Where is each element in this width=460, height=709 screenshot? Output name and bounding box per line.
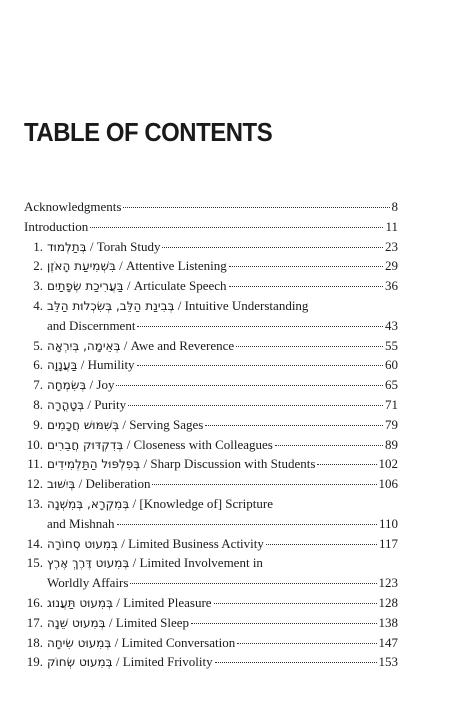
entry-separator: / <box>77 357 88 373</box>
entry-page: 11 <box>385 218 398 234</box>
entry-number: 10. <box>26 436 43 452</box>
entry-english: [Knowledge of] Scripture <box>139 495 273 511</box>
entry-number: 2. <box>33 258 43 274</box>
entry-line <box>24 454 398 474</box>
entry-line <box>24 276 398 296</box>
entry-page: 8 <box>391 199 398 214</box>
entry-hebrew: בְּיִשּׁוּב <box>47 477 76 492</box>
entry-line <box>24 474 398 494</box>
entry-english: Intuitive Understanding <box>184 297 309 313</box>
entry-line <box>24 296 398 316</box>
dot-leader <box>266 544 377 545</box>
entry-separator: / <box>117 535 129 551</box>
entry-page: 36 <box>385 278 398 294</box>
dot-leader <box>236 346 383 347</box>
dot-leader <box>275 445 383 446</box>
entry-separator: / <box>111 634 122 650</box>
entry-english: Limited Frivolity <box>122 654 213 670</box>
entry-hebrew: בְּמִעוּט סְחוֹרָה <box>47 536 118 551</box>
entry-line <box>24 415 398 435</box>
dot-leader <box>137 365 383 366</box>
dot-leader <box>116 385 383 386</box>
toc-entry-acknowledgments[interactable] <box>24 197 398 217</box>
dot-leader <box>128 405 383 406</box>
entry-number: 14. <box>26 535 43 551</box>
entry-line <box>24 336 398 356</box>
toc-entry[interactable] <box>24 633 398 653</box>
entry-line <box>24 256 398 276</box>
entry-line <box>24 553 398 573</box>
entry-english: Joy <box>96 377 115 393</box>
entry-separator: / <box>129 555 140 571</box>
entry-english-cont: Worldly Affairs <box>47 575 129 591</box>
entry-number: 16. <box>26 594 43 610</box>
entry-hebrew: בְּמִעוּט דֶּרֶךְ אֶרֶץ <box>47 556 130 571</box>
entry-line <box>24 613 398 633</box>
table-of-contents <box>24 197 398 672</box>
entry-page: 102 <box>378 456 398 472</box>
entry-hebrew: בַּעֲנָוָה <box>47 358 78 373</box>
entry-english: Deliberation <box>85 476 151 492</box>
entry-english: Limited Business Activity <box>128 535 264 551</box>
entry-hebrew: בְּמִעוּט שִׂיחָה <box>47 635 112 650</box>
entry-page: 106 <box>378 476 398 492</box>
entry-separator: / <box>86 377 97 393</box>
entry-separator: / <box>123 436 134 452</box>
dot-leader <box>137 326 383 327</box>
entry-number: 1. <box>33 238 43 254</box>
entry-english: Articulate Speech <box>133 278 227 294</box>
entry-english: Attentive Listening <box>126 258 227 274</box>
entry-hebrew: בְּמִעוּט שֵׁנָה <box>47 615 106 630</box>
entry-separator: / <box>105 614 116 630</box>
toc-entry[interactable] <box>24 336 398 356</box>
entry-line <box>24 316 398 336</box>
entry-line <box>24 395 398 415</box>
dot-leader <box>191 623 376 624</box>
entry-page: 43 <box>385 317 398 333</box>
entry-line <box>24 633 398 653</box>
dot-leader <box>123 207 389 208</box>
toc-entry[interactable] <box>24 256 398 276</box>
entry-english: Limited Conversation <box>121 634 236 650</box>
dot-leader <box>229 286 384 287</box>
entry-page: 147 <box>378 634 398 650</box>
entry-line <box>24 355 398 375</box>
entry-label: Introduction <box>24 218 89 234</box>
entry-line <box>24 435 398 455</box>
dot-leader <box>130 583 376 584</box>
dot-leader <box>162 247 383 248</box>
entry-number: 15. <box>26 555 43 571</box>
entry-hebrew: בְּמִקְרָא, בְּמִשְׁנָה <box>47 496 130 511</box>
toc-entry[interactable] <box>24 296 398 336</box>
toc-entry-introduction[interactable] <box>24 217 398 237</box>
entry-hebrew: בְּתַלְמוּד <box>47 239 87 254</box>
entry-number: 6. <box>33 357 43 373</box>
entry-number: 17. <box>26 614 43 630</box>
toc-entry[interactable] <box>24 553 398 593</box>
entry-page: 117 <box>378 535 398 551</box>
toc-entry[interactable] <box>24 395 398 415</box>
entry-line <box>24 237 398 257</box>
entry-separator: / <box>174 297 185 313</box>
toc-entry[interactable] <box>24 534 398 554</box>
toc-entry[interactable] <box>24 474 398 494</box>
entry-line <box>24 593 398 613</box>
entry-number: 18. <box>26 634 43 650</box>
entry-hebrew: בְּשִׁמּוּשׁ חֲכָמִים <box>47 417 120 432</box>
entry-page: 123 <box>378 575 398 591</box>
entry-english: Sharp Discussion with Students <box>150 456 316 472</box>
dot-leader <box>317 464 376 465</box>
entry-line <box>24 573 398 593</box>
entry-number: 19. <box>26 654 43 670</box>
entry-english: Awe and Reverence <box>130 337 235 353</box>
entry-number: 13. <box>26 495 43 511</box>
entry-page: 153 <box>378 654 398 670</box>
entry-separator: / <box>84 396 95 412</box>
entry-page: 65 <box>385 377 398 393</box>
entry-separator: / <box>129 495 140 511</box>
entry-hebrew: בְּפִלְפּוּל הַתַּלְמִידִים <box>47 457 141 472</box>
entry-hebrew: בְּדִקְדּוּק חֲבֵרִים <box>47 437 124 452</box>
entry-page: 60 <box>385 357 398 373</box>
entry-page: 55 <box>385 337 398 353</box>
entry-hebrew: בַּעֲרִיכַת שְׂפָתַיִם <box>47 279 124 294</box>
entry-hebrew: בְּשִׂמְחָה <box>47 378 87 393</box>
entry-separator: / <box>120 337 131 353</box>
toc-entry[interactable] <box>24 454 398 474</box>
entry-separator: / <box>113 594 124 610</box>
entry-separator: / <box>140 456 151 472</box>
entry-line <box>24 375 398 395</box>
entry-english-cont: and Discernment <box>47 317 136 333</box>
dot-leader <box>214 603 377 604</box>
toc-entry[interactable] <box>24 652 398 672</box>
entry-page: 29 <box>385 258 398 274</box>
entry-separator: / <box>119 416 130 432</box>
entry-english: Limited Pleasure <box>123 594 212 610</box>
dot-leader <box>215 662 377 663</box>
entry-english: Torah Study <box>96 238 161 254</box>
toc-entry[interactable] <box>24 237 398 257</box>
entry-english: Limited Involvement in <box>139 555 263 571</box>
toc-entry[interactable] <box>24 415 398 435</box>
page-title: TABLE OF CONTENTS <box>24 117 273 147</box>
entry-page: 79 <box>385 416 398 432</box>
toc-entry[interactable] <box>24 276 398 296</box>
entry-page: 23 <box>385 238 398 254</box>
entry-number: 8. <box>33 396 43 412</box>
dot-leader <box>205 425 383 426</box>
entry-number: 3. <box>33 278 43 294</box>
entry-separator: / <box>86 238 97 254</box>
dot-leader <box>152 484 376 485</box>
entry-english: Humility <box>87 357 135 373</box>
dot-leader <box>117 524 377 525</box>
entry-separator: / <box>112 654 123 670</box>
entry-page: 89 <box>385 436 398 452</box>
dot-leader <box>229 266 383 267</box>
toc-entry[interactable] <box>24 435 398 455</box>
entry-hebrew: בְּאֵימָה, בְּיִרְאָה <box>47 338 121 353</box>
entry-page: 138 <box>378 614 398 630</box>
entry-page: 71 <box>385 396 398 412</box>
entry-separator: / <box>123 278 134 294</box>
entry-number: 7. <box>33 377 43 393</box>
entry-english: Purity <box>94 396 127 412</box>
entry-english: Limited Sleep <box>115 614 190 630</box>
entry-number: 5. <box>33 337 43 353</box>
entry-label: Acknowledgments <box>24 199 122 214</box>
entry-line <box>24 652 398 672</box>
toc-entry[interactable] <box>24 355 398 375</box>
entry-line <box>24 534 398 554</box>
toc-entry[interactable] <box>24 593 398 613</box>
entry-english-cont: and Mishnah <box>47 515 115 531</box>
entry-number: 4. <box>33 297 43 313</box>
dot-leader <box>90 227 383 228</box>
dot-leader <box>237 643 376 644</box>
entry-separator: / <box>115 258 127 274</box>
entry-line <box>24 514 398 534</box>
entry-english: Serving Sages <box>129 416 204 432</box>
entry-hebrew: בִּשְׁמִיעַת הָאֹזֶן <box>47 259 116 274</box>
toc-entry[interactable] <box>24 375 398 395</box>
entry-hebrew: בְּמִעוּט תַּעֲנוּג <box>47 595 113 610</box>
entry-hebrew: בְּטָהֳרָה <box>47 397 85 412</box>
entry-hebrew: בְּמִעוּט שְׂחוֹק <box>47 655 113 670</box>
entry-number: 9. <box>33 416 43 432</box>
entry-line <box>24 494 398 514</box>
entry-hebrew: בְּבִינַת הַלֵּב, בְּשִׂכְלוּת הַלֵּב <box>47 298 175 313</box>
entry-page: 128 <box>378 594 398 610</box>
entry-number: 12. <box>26 476 43 492</box>
entry-number: 11. <box>27 456 43 472</box>
toc-entry[interactable] <box>24 613 398 633</box>
entry-english: Closeness with Colleagues <box>133 436 273 452</box>
toc-entry[interactable] <box>24 494 398 534</box>
entry-separator: / <box>75 476 86 492</box>
entry-page: 110 <box>378 515 398 531</box>
